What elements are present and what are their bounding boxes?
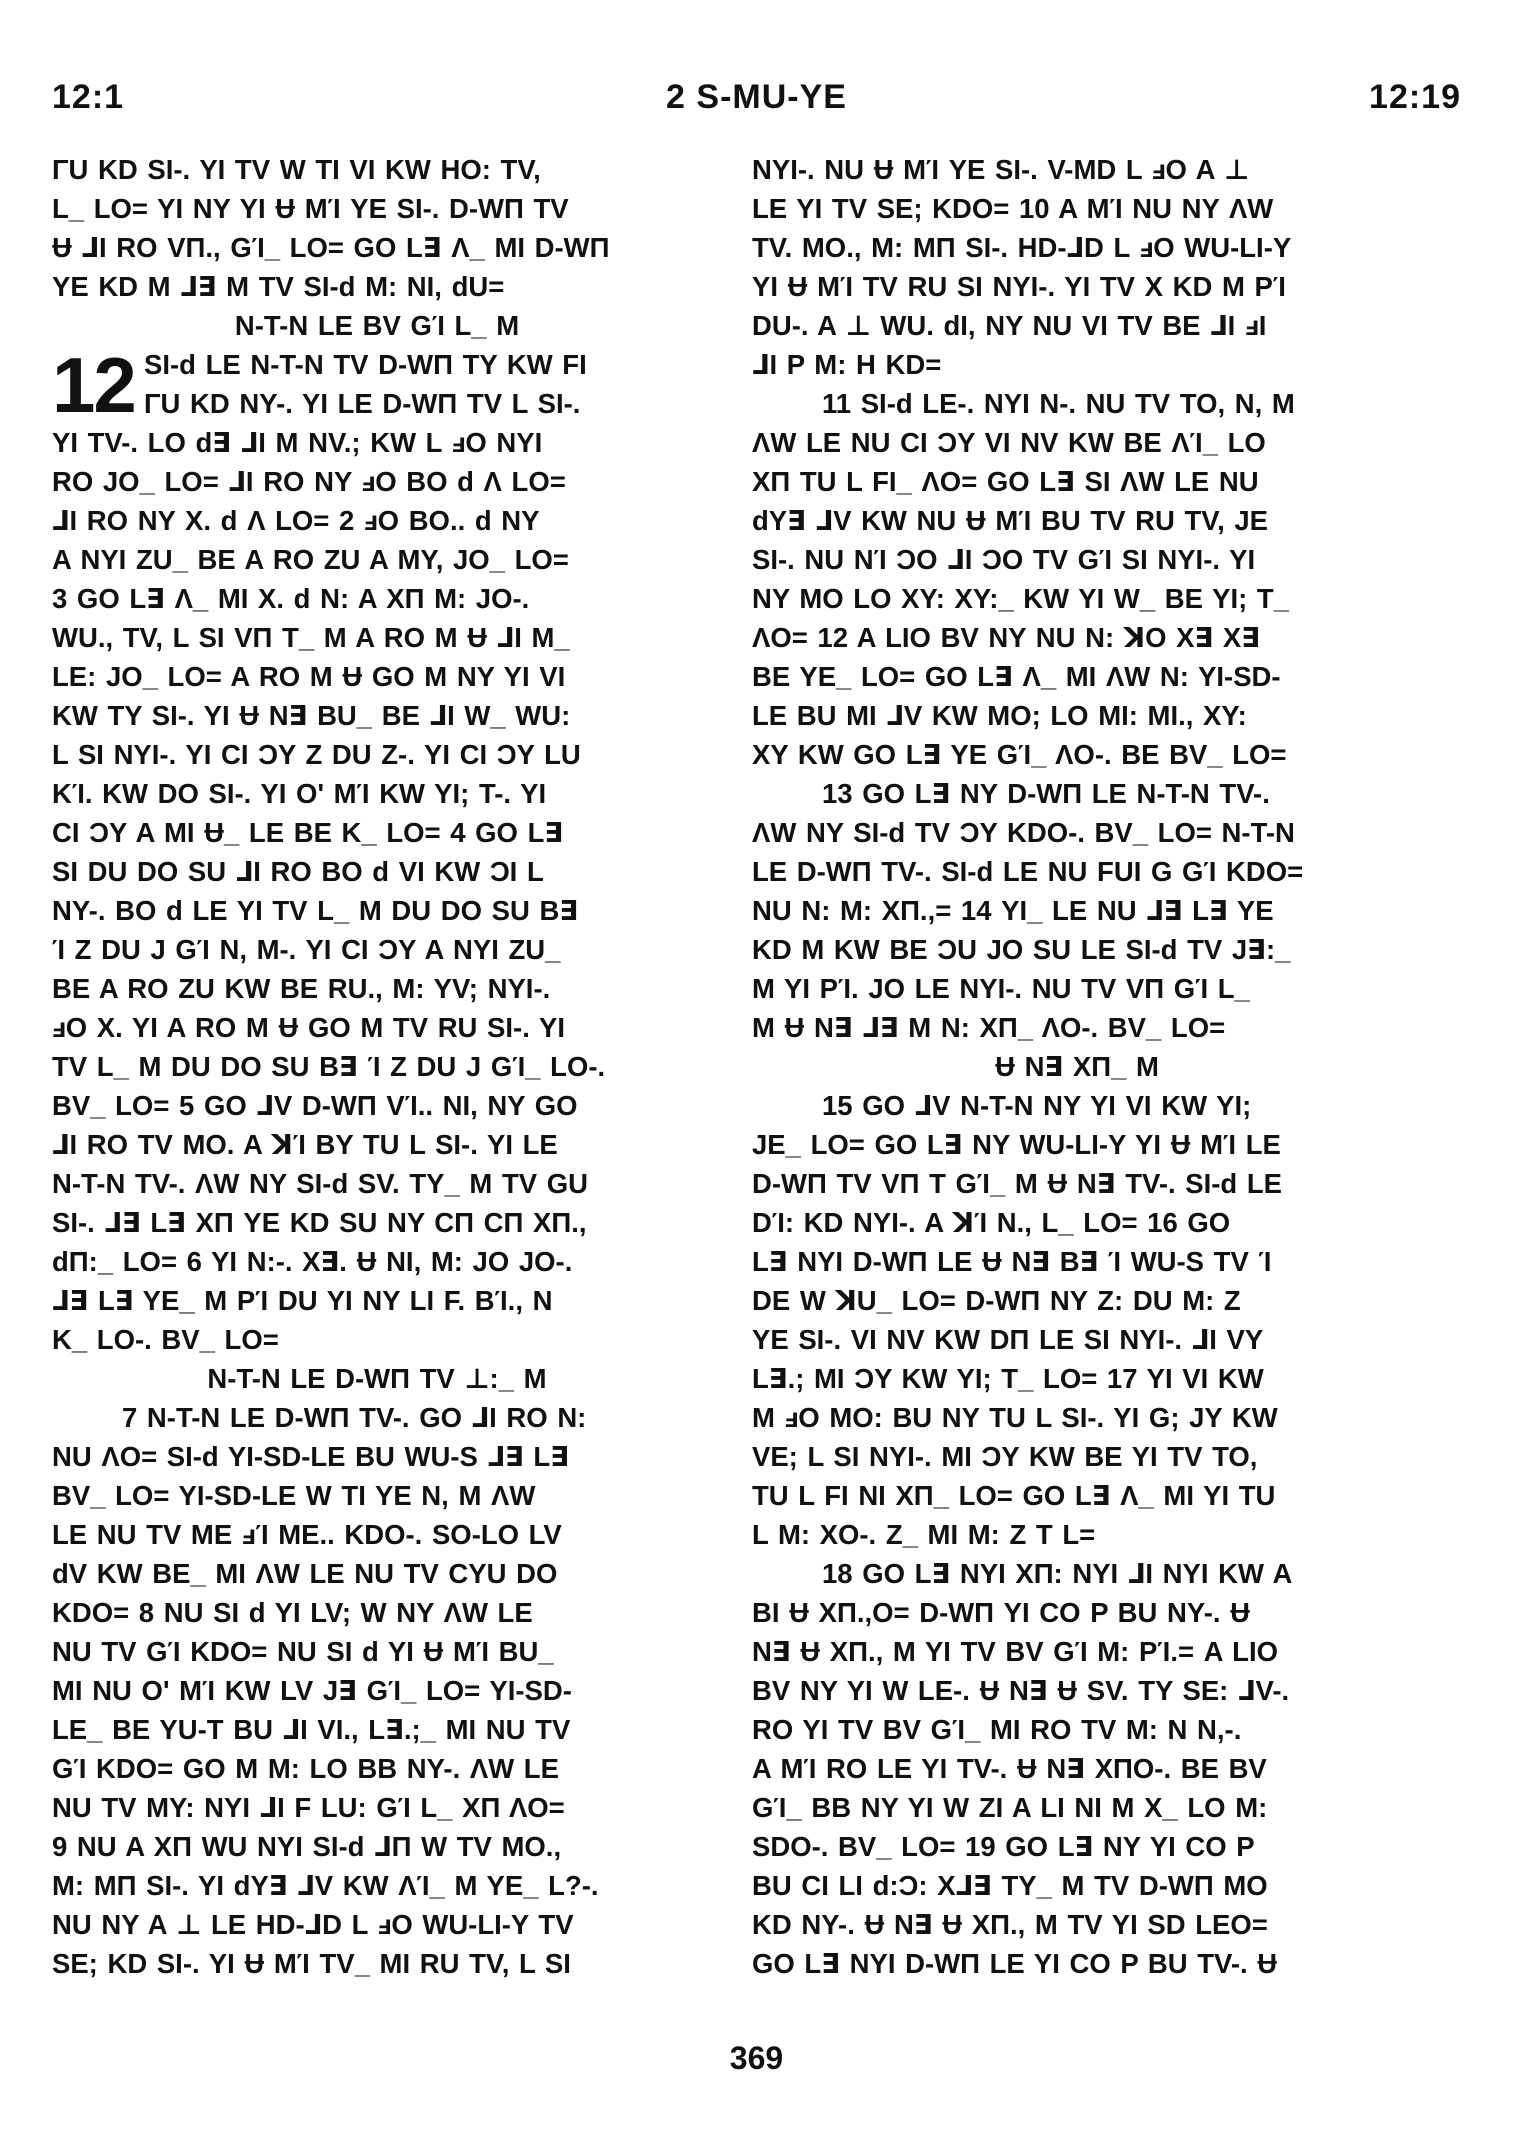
text-line: 11 SI-d LE-. NYI N-. NU TV TO, N, M	[822, 388, 1295, 419]
text-line: 7 N-T-N LE D-WΠ TV-. GO ⅃I RO N:	[122, 1402, 587, 1433]
text-line: ΛO= 12 A LIO BV NY NU N: ꓘO X∃ X∃	[752, 622, 1261, 653]
text-line: XΠ TU L FI_ ΛO= GO L∃ SI ΛW LE NU	[752, 466, 1259, 497]
text-line: M ⅎO MO: BU NY TU L SI-. YI G; JY KW	[752, 1402, 1278, 1433]
text-line: dΠ:_ LO= 6 YI N:-. X∃. Ʉ NI, M: JO JO-.	[52, 1246, 573, 1277]
text-line: LE YI TV SE; KDO= 10 A MΊ NU NY ΛW	[752, 193, 1274, 224]
text-line: BU CI LI d:Ɔ: X⅃∃ TY_ M TV D-WΠ MO	[752, 1870, 1268, 1901]
text-line: LE: JO_ LO= A RO M Ʉ GO M NY YI VI	[52, 661, 566, 692]
text-line: A MΊ RO LE YI TV-. Ʉ N∃ XΠO-. BE BV	[752, 1753, 1267, 1784]
text-line: XY KW GO L∃ YE GΊ_ ΛO-. BE BV_ LO=	[752, 739, 1287, 770]
text-line: SE; KD SI-. YI Ʉ MΊ TV_ MI RU TV, L SI	[52, 1948, 571, 1979]
text-line: MI NU O' MΊ KW LV J∃ GΊ_ LO= YI-SD-	[52, 1675, 572, 1706]
text-line: DΊ: KD NYI-. A ꓘΊ N., L_ LO= 16 GO	[752, 1207, 1231, 1238]
text-line: NYI-. NU Ʉ MΊ YE SI-. V-MD L ⅎO A ⊥	[752, 154, 1250, 185]
text-line: YI TV-. LO d∃ ⅃I M NV.; KW L ⅎO NYI	[52, 427, 543, 458]
text-line: GΊ KDO= GO M M: LO BB NY-. ΛW LE	[52, 1753, 559, 1784]
text-line: A NYI ZU_ BE A RO ZU A MY, JO_ LO=	[52, 544, 569, 575]
text-line: LE NU TV ME ⅎΊ ME.. KDO-. SO-LO LV	[52, 1519, 562, 1550]
text-line: L M: XO-. Z_ MI M: Z T L=	[752, 1519, 1096, 1550]
section-heading: Ʉ N∃ XΠ_ M	[995, 1051, 1159, 1082]
text-line: Ʉ ⅃I RO VΠ., GΊ_ LO= GO L∃ Λ_ MI D-WΠ	[52, 232, 610, 263]
text-line: TV. MO., M: MΠ SI-. HD-⅃D L ⅎO WU-LI-Y	[752, 232, 1292, 263]
section-heading: N-T-N LE BV GΊ L_ M	[234, 310, 520, 341]
chapter-start	[52, 341, 702, 429]
text-line: 3 GO L∃ Λ_ MI X. d N: A XΠ M: JO-.	[52, 583, 530, 614]
text-line: SI-. NU NΊ ƆO ⅃I ƆO TV GΊ SI NYI-. YI	[752, 544, 1256, 575]
text-line: DE W ꓘU_ LO= D-WΠ NY Z: DU M: Z	[752, 1285, 1241, 1316]
text-line: BE A RO ZU KW BE RU., M: YV; NYI-.	[52, 973, 551, 1004]
text-line: RO JO_ LO= ⅃I RO NY ⅎO BO d Λ LO=	[52, 466, 566, 497]
text-line: M: MΠ SI-. YI dY∃ ⅃V KW ΛΊ_ M YE_ L?-.	[52, 1870, 599, 1901]
section-heading: N-T-N LE D-WΠ TV ⊥:_ M	[207, 1363, 547, 1394]
text-line: TV L_ M DU DO SU B∃ Ί Z DU J GΊ_ LO-.	[52, 1051, 606, 1082]
text-line: ⅃I RO NY X. d Λ LO= 2 ⅎO BO.. d NY	[52, 505, 540, 536]
text-line: LE BU MI ⅃V KW MO; LO MI: MI., XY:	[752, 700, 1247, 731]
text-line: NU TV MY: NYI ⅃I F LU: GΊ L_ XΠ ΛO=	[52, 1792, 565, 1823]
text-line: NY MO LO XY: XY:_ KW YI W_ BE YI; T_	[752, 583, 1289, 614]
text-line: ⅃I RO TV MO. A ꓘΊ BY TU L SI-. YI LE	[52, 1129, 558, 1160]
header-chapter-verse-end: 12:19	[1369, 78, 1461, 116]
text-line: TU L FI NI XΠ_ LO= GO L∃ Λ_ MI YI TU	[752, 1480, 1276, 1511]
text-line: NU ΛO= SI-d YI-SD-LE BU WU-S ⅃∃ L∃	[52, 1441, 570, 1472]
text-line: SI-d LE N-T-N TV D-WΠ TY KW FI	[144, 349, 587, 380]
text-line: KΊ. KW DO SI-. YI O' MΊ KW YI; T-. YI	[52, 778, 547, 809]
text-line: D-WΠ TV VΠ T GΊ_ M Ʉ N∃ TV-. SI-d LE	[752, 1168, 1282, 1199]
text-line: VE; L SI NYI-. MI ƆY KW BE YI TV TO,	[752, 1441, 1258, 1472]
text-line: JE_ LO= GO L∃ NY WU-LI-Y YI Ʉ MΊ LE	[752, 1129, 1281, 1160]
text-line: YE KD M ⅃∃ M TV SI-d M: NI, dU=	[52, 271, 505, 302]
text-line: NU NY A ⊥ LE HD-⅃D L ⅎO WU-LI-Y TV	[52, 1909, 574, 1940]
text-line: dY∃ ⅃V KW NU Ʉ MΊ BU TV RU TV, JE	[752, 505, 1268, 536]
page-header	[52, 78, 1461, 128]
text-line: BE YE_ LO= GO L∃ Λ_ MI ΛW N: YI-SD-	[752, 661, 1281, 692]
header-book-title: 2 S-MU-YE	[666, 78, 847, 116]
text-line: 13 GO L∃ NY D-WΠ LE N-T-N TV-.	[822, 778, 1270, 809]
text-line: NU N: M: XΠ.,= 14 YI_ LE NU ⅃∃ L∃ YE	[752, 895, 1274, 926]
text-line: L SI NYI-. YI CI ƆY Z DU Z-. YI CI ƆY LU	[52, 739, 581, 770]
text-line: ⅎO X. YI A RO M Ʉ GO M TV RU SI-. YI	[52, 1012, 565, 1043]
text-line: BI Ʉ XΠ.,O= D-WΠ YI CO P BU NY-. Ʉ	[752, 1597, 1251, 1628]
text-line: L∃.; MI ƆY KW YI; T_ LO= 17 YI VI KW	[752, 1363, 1264, 1394]
text-line: BV_ LO= 5 GO ⅃V D-WΠ VΊ.. NI, NY GO	[52, 1090, 578, 1121]
text-line: dV KW BE_ MI ΛW LE NU TV CYU DO	[52, 1558, 558, 1589]
text-line: 9 NU A XΠ WU NYI SI-d ⅃Π W TV MO.,	[52, 1831, 562, 1862]
text-line: YI Ʉ MΊ TV RU SI NYI-. YI TV X KD M PΊ	[752, 271, 1286, 302]
text-line: L_ LO= YI NY YI Ʉ MΊ YE SI-. D-WΠ TV	[52, 193, 569, 224]
text-line: SDO-. BV_ LO= 19 GO L∃ NY YI CO P	[752, 1831, 1255, 1862]
chapter-number: 12	[52, 341, 135, 429]
text-line: CI ƆY A MI Ʉ_ LE BE K_ LO= 4 GO L∃	[52, 817, 564, 848]
text-line: N∃ Ʉ XΠ., M YI TV BV GΊ M: PΊ.= A LIO	[752, 1636, 1278, 1667]
text-line: M Ʉ N∃ ⅃∃ M N: XΠ_ ΛO-. BV_ LO=	[752, 1012, 1226, 1043]
text-line: KD NY-. Ʉ N∃ Ʉ XΠ., M TV YI SD LEO=	[752, 1909, 1268, 1940]
text-line: KD M KW BE ƆU JO SU LE SI-d TV J∃:_	[752, 934, 1291, 965]
text-line: 15 GO ⅃V N-T-N NY YI VI KW YI;	[822, 1090, 1252, 1121]
text-line: NU TV GΊ KDO= NU SI d YI Ʉ MΊ BU_	[52, 1636, 554, 1667]
left-column	[52, 150, 702, 2010]
text-line: KDO= 8 NU SI d YI LV; W NY ΛW LE	[52, 1597, 533, 1628]
text-line: BV_ LO= YI-SD-LE W TI YE N, M ΛW	[52, 1480, 536, 1511]
text-line: ΛW LE NU CI ƆY VI NV KW BE ΛΊ_ LO	[752, 427, 1266, 458]
text-line: BV NY YI W LE-. Ʉ N∃ Ʉ SV. TY SE: ⅃V-.	[752, 1675, 1290, 1706]
text-line: DU-. A ⊥ WU. dI, NY NU VI TV BE ⅃I ⅎI	[752, 310, 1267, 341]
text-line: 18 GO L∃ NYI XΠ: NYI ⅃I NYI KW A	[822, 1558, 1293, 1589]
text-line: GO L∃ NYI D-WΠ LE YI CO P BU TV-. Ʉ	[752, 1948, 1278, 1979]
text-line: KW TY SI-. YI Ʉ N∃ BU_ BE ⅃I W_ WU:	[52, 700, 571, 731]
page-number: 369	[729, 2040, 784, 2076]
text-line: SI-. ⅃∃ L∃ XΠ YE KD SU NY CΠ CΠ XΠ.,	[52, 1207, 587, 1238]
text-line: SI DU DO SU ⅃I RO BO d VI KW ƆI L	[52, 856, 544, 887]
text-line: YE SI-. VI NV KW DΠ LE SI NYI-. ⅃I VY	[752, 1324, 1264, 1355]
text-line: N-T-N TV-. ΛW NY SI-d SV. TY_ M TV GU	[52, 1168, 588, 1199]
text-line: LE_ BE YU-T BU ⅃I VI., L∃.;_ MI NU TV	[52, 1714, 571, 1745]
text-line: M YI PΊ. JO LE NYI-. NU TV VΠ GΊ L_	[752, 973, 1250, 1004]
text-line: LE D-WΠ TV-. SI-d LE NU FUI G GΊ KDO=	[752, 856, 1304, 887]
right-column	[752, 150, 1402, 2010]
text-line: K_ LO-. BV_ LO=	[52, 1324, 279, 1355]
text-line: GΊ_ BB NY YI W ZI A LI NI M X_ LO M:	[752, 1792, 1268, 1823]
text-line: ⅃∃ L∃ YE_ M PΊ DU YI NY LI F. BΊ., N	[52, 1285, 553, 1316]
text-line: Ί Z DU J GΊ N, M-. YI CI ƆY A NYI ZU_	[52, 934, 561, 965]
text-line: ⅃I P M: H KD=	[752, 349, 942, 380]
text-line: ΓU KD NY-. YI LE D-WΠ TV L SI-.	[144, 388, 581, 419]
text-line: ΓU KD SI-. YI TV W TI VI KW HO: TV,	[52, 154, 541, 185]
text-line: WU., TV, L SI VΠ T_ M A RO M Ʉ ⅃I M_	[52, 622, 570, 653]
text-line: RO YI TV BV GΊ_ MI RO TV M: N N,-.	[752, 1714, 1242, 1745]
text-line: NY-. BO d LE YI TV L_ M DU DO SU B∃	[52, 895, 579, 926]
header-chapter-verse-start: 12:1	[52, 78, 125, 116]
text-line: L∃ NYI D-WΠ LE Ʉ N∃ B∃ Ί WU-S TV Ί	[752, 1246, 1272, 1277]
text-line: ΛW NY SI-d TV ƆY KDO-. BV_ LO= N-T-N	[752, 817, 1295, 848]
